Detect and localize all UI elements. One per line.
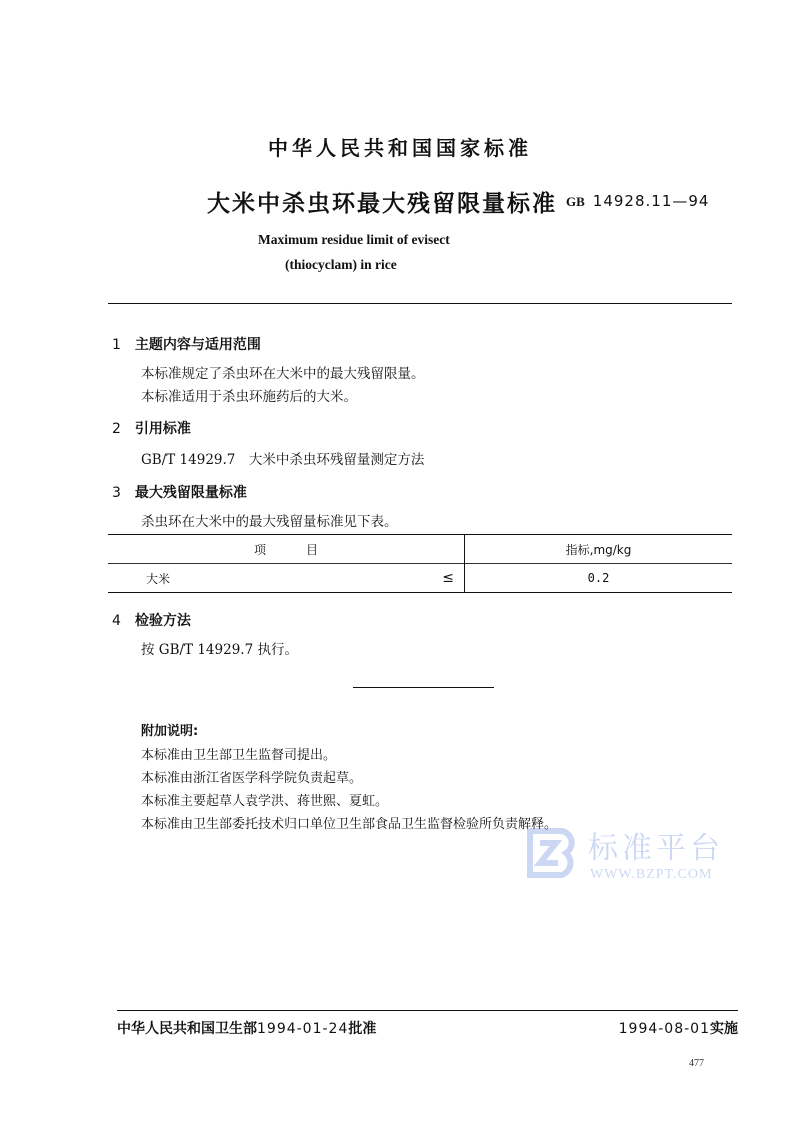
header-divider: [108, 303, 732, 304]
table-header-item: 项目: [108, 535, 465, 564]
note-item: 本标准由卫生部卫生监督司提出。: [141, 748, 337, 763]
code-number: 14928.11—94: [592, 192, 710, 210]
section-2-heading: [112, 418, 191, 438]
watermark-text: 标准平台: [588, 831, 724, 866]
table-header-row: [108, 535, 732, 564]
section-4-paragraph-1: 按 GB/T 14929.7 执行。: [141, 642, 298, 658]
section-4-heading: [112, 610, 191, 630]
section-1-heading: [112, 334, 261, 354]
section-number: 4: [112, 613, 121, 629]
section-3-paragraph-1: 杀虫环在大米中的最大残留量标准见下表。: [141, 514, 398, 530]
note-item: 本标准主要起草人袁学洪、蒋世熙、夏虹。: [141, 794, 389, 809]
english-title-line-2: (thiocyclam) in rice: [285, 257, 397, 272]
residue-limit-table: [108, 534, 732, 593]
notes-title: 附加说明:: [141, 724, 199, 739]
section-number: 3: [112, 485, 121, 501]
approval-label: 批准: [348, 1021, 377, 1037]
section-1-paragraph-2: 本标准适用于杀虫环施药后的大米。: [141, 389, 357, 405]
section-1-paragraph-1: 本标准规定了杀虫环在大米中的最大残留限量。: [141, 366, 425, 382]
code-prefix: GB: [566, 194, 585, 209]
section-title: 最大残留限量标准: [134, 485, 247, 501]
footer-divider: [117, 1010, 738, 1011]
approval-date: 1994-01-24: [257, 1021, 349, 1037]
operator-symbol: ≤: [442, 570, 454, 586]
note-item: 本标准由卫生部委托技术归口单位卫生部食品卫生监督检验所负责解释。: [141, 817, 558, 832]
section-2-paragraph-1: GB/T 14929.7 大米中杀虫环残留量测定方法: [141, 452, 425, 468]
item-name: 大米: [146, 571, 171, 586]
section-number: 2: [112, 421, 121, 437]
table-cell-value: 0.2: [587, 571, 610, 585]
watermark-url: WWW.BZPT.COM: [590, 867, 713, 882]
page-number: 477: [689, 1058, 704, 1069]
end-of-text-divider: [353, 687, 494, 688]
table-header-value: 指标,mg/kg: [565, 542, 632, 557]
table-row: [108, 564, 732, 593]
section-title: 引用标准: [134, 421, 191, 437]
watermark: [526, 827, 724, 883]
note-item: 本标准由浙江省医学科学院负责起草。: [141, 771, 363, 786]
document-title: 大米中杀虫环最大残留限量标准: [207, 191, 557, 217]
approval-org: 中华人民共和国卫生部: [117, 1021, 257, 1037]
standard-code: [566, 192, 709, 210]
effective-label: 实施: [710, 1021, 738, 1037]
section-number: 1: [112, 337, 121, 353]
national-standard-heading: 中华人民共和国国家标准: [268, 136, 532, 160]
effective-date: 1994-08-01: [618, 1021, 710, 1037]
effective-line: [619, 1018, 738, 1038]
bzpt-logo-icon: [526, 827, 578, 879]
section-title: 主题内容与适用范围: [134, 337, 261, 353]
table-cell-item: [108, 564, 465, 593]
section-title: 检验方法: [134, 613, 191, 629]
approval-line: [117, 1018, 376, 1038]
section-3-heading: [112, 482, 247, 502]
english-title-line-1: Maximum residue limit of evisect: [258, 232, 450, 247]
